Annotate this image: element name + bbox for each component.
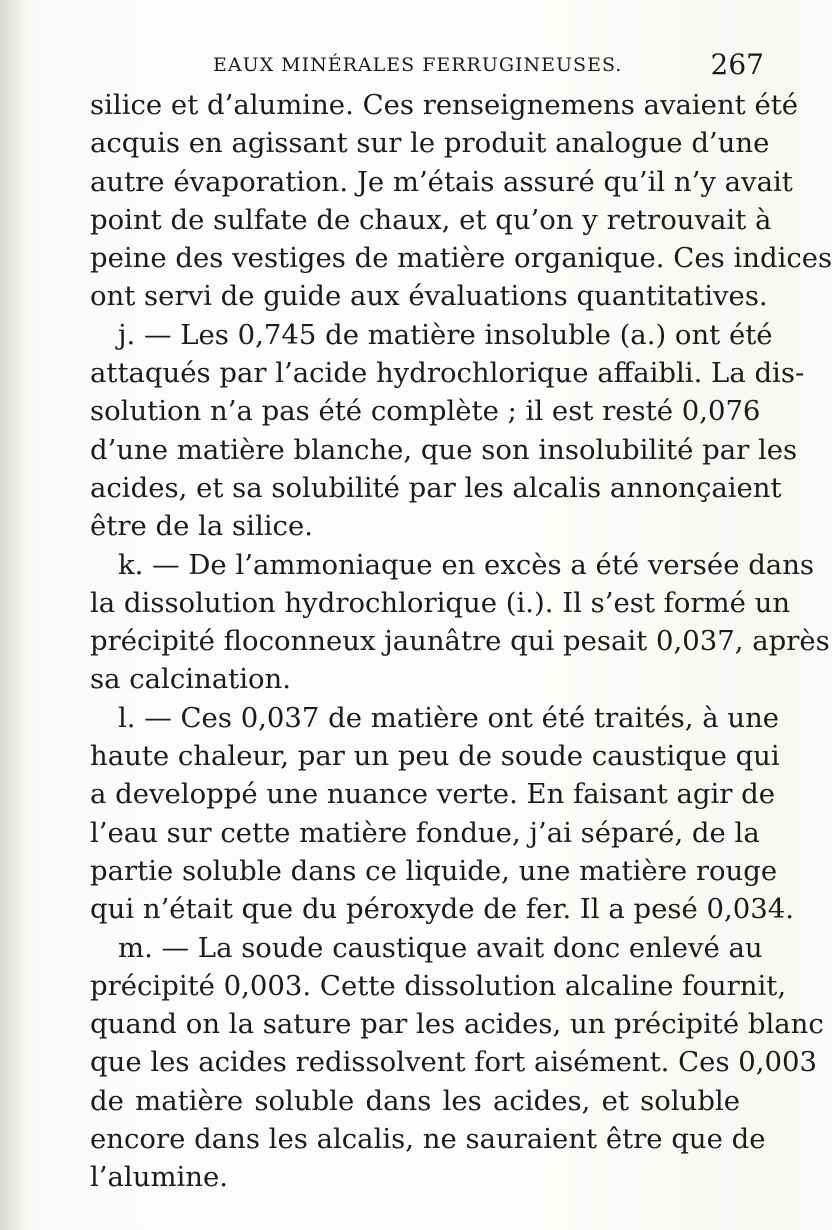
text-line: solution n’a pas été complète ; il est resté 0,076 xyxy=(90,395,761,428)
page-number: 267 xyxy=(710,48,764,81)
body-text xyxy=(90,86,832,1197)
text-line: précipité floconneux jaunâtre qui pesait 0,037, après xyxy=(90,625,830,658)
text-line: acquis en agissant sur le produit analogue d’une xyxy=(90,127,770,160)
text-line: de matière soluble dans les acides, et soluble xyxy=(90,1084,740,1117)
page-edge-shadow xyxy=(0,0,26,1230)
text-line: haute chaleur, par un peu de soude caustique qui xyxy=(90,740,780,773)
text-line: point de sulfate de chaux, et qu’on y retrouvait à xyxy=(90,203,772,236)
text-line: autre évaporation. Je m’étais assuré qu’il n’y avait xyxy=(90,165,793,198)
text-line: l’eau sur cette matière fondue, j’ai séparé, de la xyxy=(90,816,760,849)
text-line: l’alumine. xyxy=(90,1161,229,1194)
text-line: sa calcination. xyxy=(90,663,291,696)
text-line: quand on la sature par les acides, un précipité blanc xyxy=(90,1008,824,1041)
text-line: acides, et sa solubilité par les alcalis annonçaient xyxy=(90,471,782,504)
running-title: EAUX MINÉRALES FERRUGINEUSES. xyxy=(213,54,623,76)
text-line: silice et d’alumine. Ces renseignemens avaient été xyxy=(90,89,799,121)
running-head xyxy=(90,48,770,84)
text-line: que les acides redissolvent fort aisément. Ces 0,003 xyxy=(90,1046,818,1079)
text-line: a developpé une nuance verte. En faisant agir de xyxy=(90,778,776,811)
text-line: d’une matière blanche, que son insolubilité par les xyxy=(90,433,798,466)
text-line: la dissolution hydrochlorique (i.). Il s’est formé un xyxy=(90,586,791,619)
text-line: attaqués par l’acide hydrochlorique affaibli. La dis- xyxy=(90,357,805,390)
text-line: encore dans les alcalis, ne sauraient être que de xyxy=(90,1123,766,1156)
text-line: k. — De l’ammoniaque en excès a été versée dans xyxy=(118,548,815,581)
text-line: peine des vestiges de matière organique. Ces indices xyxy=(90,242,832,275)
text-line: être de la silice. xyxy=(90,510,313,543)
text-line: partie soluble dans ce liquide, une matière rouge xyxy=(90,854,778,887)
text-line: précipité 0,003. Cette dissolution alcaline fournit, xyxy=(90,969,787,1002)
text-line: qui n’était que du péroxyde de fer. Il a pesé 0,034. xyxy=(90,893,794,926)
text-line: m. — La soude caustique avait donc enlevé au xyxy=(118,931,763,964)
text-line: j. — Les 0,745 de matière insoluble (a.) ont été xyxy=(118,318,773,351)
text-line: ont servi de guide aux évaluations quantitatives. xyxy=(90,280,768,313)
text-line: l. — Ces 0,037 de matière ont été traités, à une xyxy=(118,701,780,734)
